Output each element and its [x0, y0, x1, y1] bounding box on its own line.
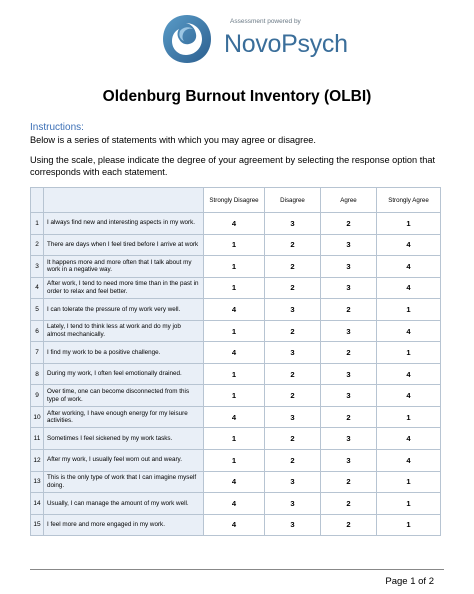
score-strongly-agree[interactable]: 4: [377, 234, 441, 256]
score-disagree[interactable]: 2: [265, 320, 321, 342]
header-blank-num: [31, 188, 44, 213]
item-statement: After working, I have enough energy for my leisure activities.: [44, 406, 204, 428]
score-strongly-disagree[interactable]: 4: [204, 471, 265, 493]
score-strongly-agree[interactable]: 4: [377, 385, 441, 407]
item-statement: I find my work to be a positive challenge.: [44, 342, 204, 364]
score-agree[interactable]: 2: [321, 493, 377, 515]
score-agree[interactable]: 3: [321, 450, 377, 472]
item-number: 10: [31, 406, 44, 428]
score-strongly-agree[interactable]: 4: [377, 363, 441, 385]
item-number: 13: [31, 471, 44, 493]
table-row: [31, 299, 441, 321]
item-number: 14: [31, 493, 44, 515]
item-statement: Over time, one can become disconnected from this type of work.: [44, 385, 204, 407]
score-strongly-disagree[interactable]: 1: [204, 363, 265, 385]
score-disagree[interactable]: 3: [265, 471, 321, 493]
score-disagree[interactable]: 2: [265, 277, 321, 299]
score-agree[interactable]: 2: [321, 471, 377, 493]
score-strongly-agree[interactable]: 4: [377, 256, 441, 278]
score-strongly-agree[interactable]: 4: [377, 277, 441, 299]
score-agree[interactable]: 3: [321, 320, 377, 342]
item-statement: It happens more and more often that I talk about my work in a negative way.: [44, 256, 204, 278]
instructions-line-1: Below is a series of statements with which you may agree or disagree.: [30, 135, 316, 145]
instructions-line-2: Using the scale, please indicate the degree of your agreement by selecting the response option that corresponds with each statement.: [30, 155, 436, 177]
score-strongly-agree[interactable]: 1: [377, 406, 441, 428]
score-disagree[interactable]: 3: [265, 493, 321, 515]
score-strongly-disagree[interactable]: 4: [204, 299, 265, 321]
header-agree: Agree: [321, 188, 377, 213]
table-header-row: [31, 188, 441, 213]
item-number: 15: [31, 514, 44, 536]
score-strongly-disagree[interactable]: 1: [204, 385, 265, 407]
item-number: 3: [31, 256, 44, 278]
instructions-heading: Instructions:: [30, 122, 84, 133]
score-disagree[interactable]: 3: [265, 213, 321, 235]
page-number: Page 1 of 2: [385, 576, 434, 587]
item-number: 12: [31, 450, 44, 472]
score-disagree[interactable]: 3: [265, 342, 321, 364]
score-agree[interactable]: 3: [321, 256, 377, 278]
score-disagree[interactable]: 2: [265, 234, 321, 256]
score-strongly-disagree[interactable]: 1: [204, 277, 265, 299]
header-strongly-disagree: Strongly Disagree: [204, 188, 265, 213]
header-disagree: Disagree: [265, 188, 321, 213]
score-strongly-agree[interactable]: 1: [377, 471, 441, 493]
score-disagree[interactable]: 2: [265, 363, 321, 385]
table-row: [31, 234, 441, 256]
header-strongly-agree: Strongly Agree: [377, 188, 441, 213]
table-row: [31, 256, 441, 278]
table-row: [31, 363, 441, 385]
score-strongly-agree[interactable]: 4: [377, 450, 441, 472]
item-statement: I can tolerate the pressure of my work very well.: [44, 299, 204, 321]
item-number: 4: [31, 277, 44, 299]
score-strongly-agree[interactable]: 1: [377, 493, 441, 515]
table-row: [31, 493, 441, 515]
item-statement: After work, I tend to need more time than in the past in order to relax and feel better.: [44, 277, 204, 299]
score-strongly-disagree[interactable]: 4: [204, 213, 265, 235]
item-statement: Sometimes I feel sickened by my work tasks.: [44, 428, 204, 450]
item-statement: I feel more and more engaged in my work.: [44, 514, 204, 536]
novopsych-logo: [160, 12, 348, 68]
score-strongly-disagree[interactable]: 1: [204, 256, 265, 278]
item-statement: Usually, I can manage the amount of my work well.: [44, 493, 204, 515]
score-disagree[interactable]: 2: [265, 450, 321, 472]
item-statement: There are days when I feel tired before I arrive at work: [44, 234, 204, 256]
score-strongly-agree[interactable]: 1: [377, 299, 441, 321]
score-strongly-disagree[interactable]: 1: [204, 428, 265, 450]
footer-divider: [30, 569, 444, 570]
score-disagree[interactable]: 2: [265, 385, 321, 407]
table-row: [31, 277, 441, 299]
score-disagree[interactable]: 2: [265, 256, 321, 278]
item-statement: After my work, I usually feel worn out and weary.: [44, 450, 204, 472]
score-agree[interactable]: 2: [321, 299, 377, 321]
item-number: 5: [31, 299, 44, 321]
table-row: [31, 450, 441, 472]
score-disagree[interactable]: 3: [265, 406, 321, 428]
table-row: [31, 428, 441, 450]
item-statement: During my work, I often feel emotionally drained.: [44, 363, 204, 385]
item-number: 6: [31, 320, 44, 342]
table-row: [31, 514, 441, 536]
table-row: [31, 320, 441, 342]
score-agree[interactable]: 2: [321, 406, 377, 428]
brand-name: NovoPsych: [224, 30, 348, 58]
score-strongly-agree[interactable]: 1: [377, 342, 441, 364]
score-strongly-agree[interactable]: 1: [377, 213, 441, 235]
score-disagree[interactable]: 3: [265, 514, 321, 536]
item-number: 2: [31, 234, 44, 256]
score-strongly-disagree[interactable]: 1: [204, 450, 265, 472]
score-strongly-disagree[interactable]: 4: [204, 342, 265, 364]
score-disagree[interactable]: 2: [265, 428, 321, 450]
item-statement: I always find new and interesting aspects in my work.: [44, 213, 204, 235]
olbi-table: [30, 187, 441, 536]
table-row: [31, 213, 441, 235]
table-row: [31, 385, 441, 407]
score-strongly-disagree[interactable]: 1: [204, 234, 265, 256]
score-agree[interactable]: 3: [321, 363, 377, 385]
item-number: 8: [31, 363, 44, 385]
score-agree[interactable]: 2: [321, 514, 377, 536]
score-agree[interactable]: 3: [321, 234, 377, 256]
score-strongly-disagree[interactable]: 4: [204, 493, 265, 515]
novopsych-logo-icon: [160, 12, 214, 66]
item-number: 1: [31, 213, 44, 235]
score-agree[interactable]: 2: [321, 213, 377, 235]
score-agree[interactable]: 3: [321, 385, 377, 407]
score-strongly-agree[interactable]: 4: [377, 428, 441, 450]
header-blank-statement: [44, 188, 204, 213]
item-number: 9: [31, 385, 44, 407]
item-number: 11: [31, 428, 44, 450]
item-statement: Lately, I tend to think less at work and do my job almost mechanically.: [44, 320, 204, 342]
score-strongly-agree[interactable]: 1: [377, 514, 441, 536]
score-strongly-disagree[interactable]: 1: [204, 320, 265, 342]
item-number: 7: [31, 342, 44, 364]
table-row: [31, 342, 441, 364]
score-strongly-disagree[interactable]: 4: [204, 514, 265, 536]
score-agree[interactable]: 2: [321, 342, 377, 364]
item-statement: This is the only type of work that I can imagine myself doing.: [44, 471, 204, 493]
score-strongly-disagree[interactable]: 4: [204, 406, 265, 428]
table-body: [31, 213, 441, 536]
table-row: [31, 471, 441, 493]
table-row: [31, 406, 441, 428]
score-strongly-agree[interactable]: 4: [377, 320, 441, 342]
score-agree[interactable]: 3: [321, 277, 377, 299]
score-disagree[interactable]: 3: [265, 299, 321, 321]
powered-by-label: Assessment powered by: [230, 18, 301, 25]
page-title: Oldenburg Burnout Inventory (OLBI): [102, 88, 372, 105]
score-agree[interactable]: 3: [321, 428, 377, 450]
